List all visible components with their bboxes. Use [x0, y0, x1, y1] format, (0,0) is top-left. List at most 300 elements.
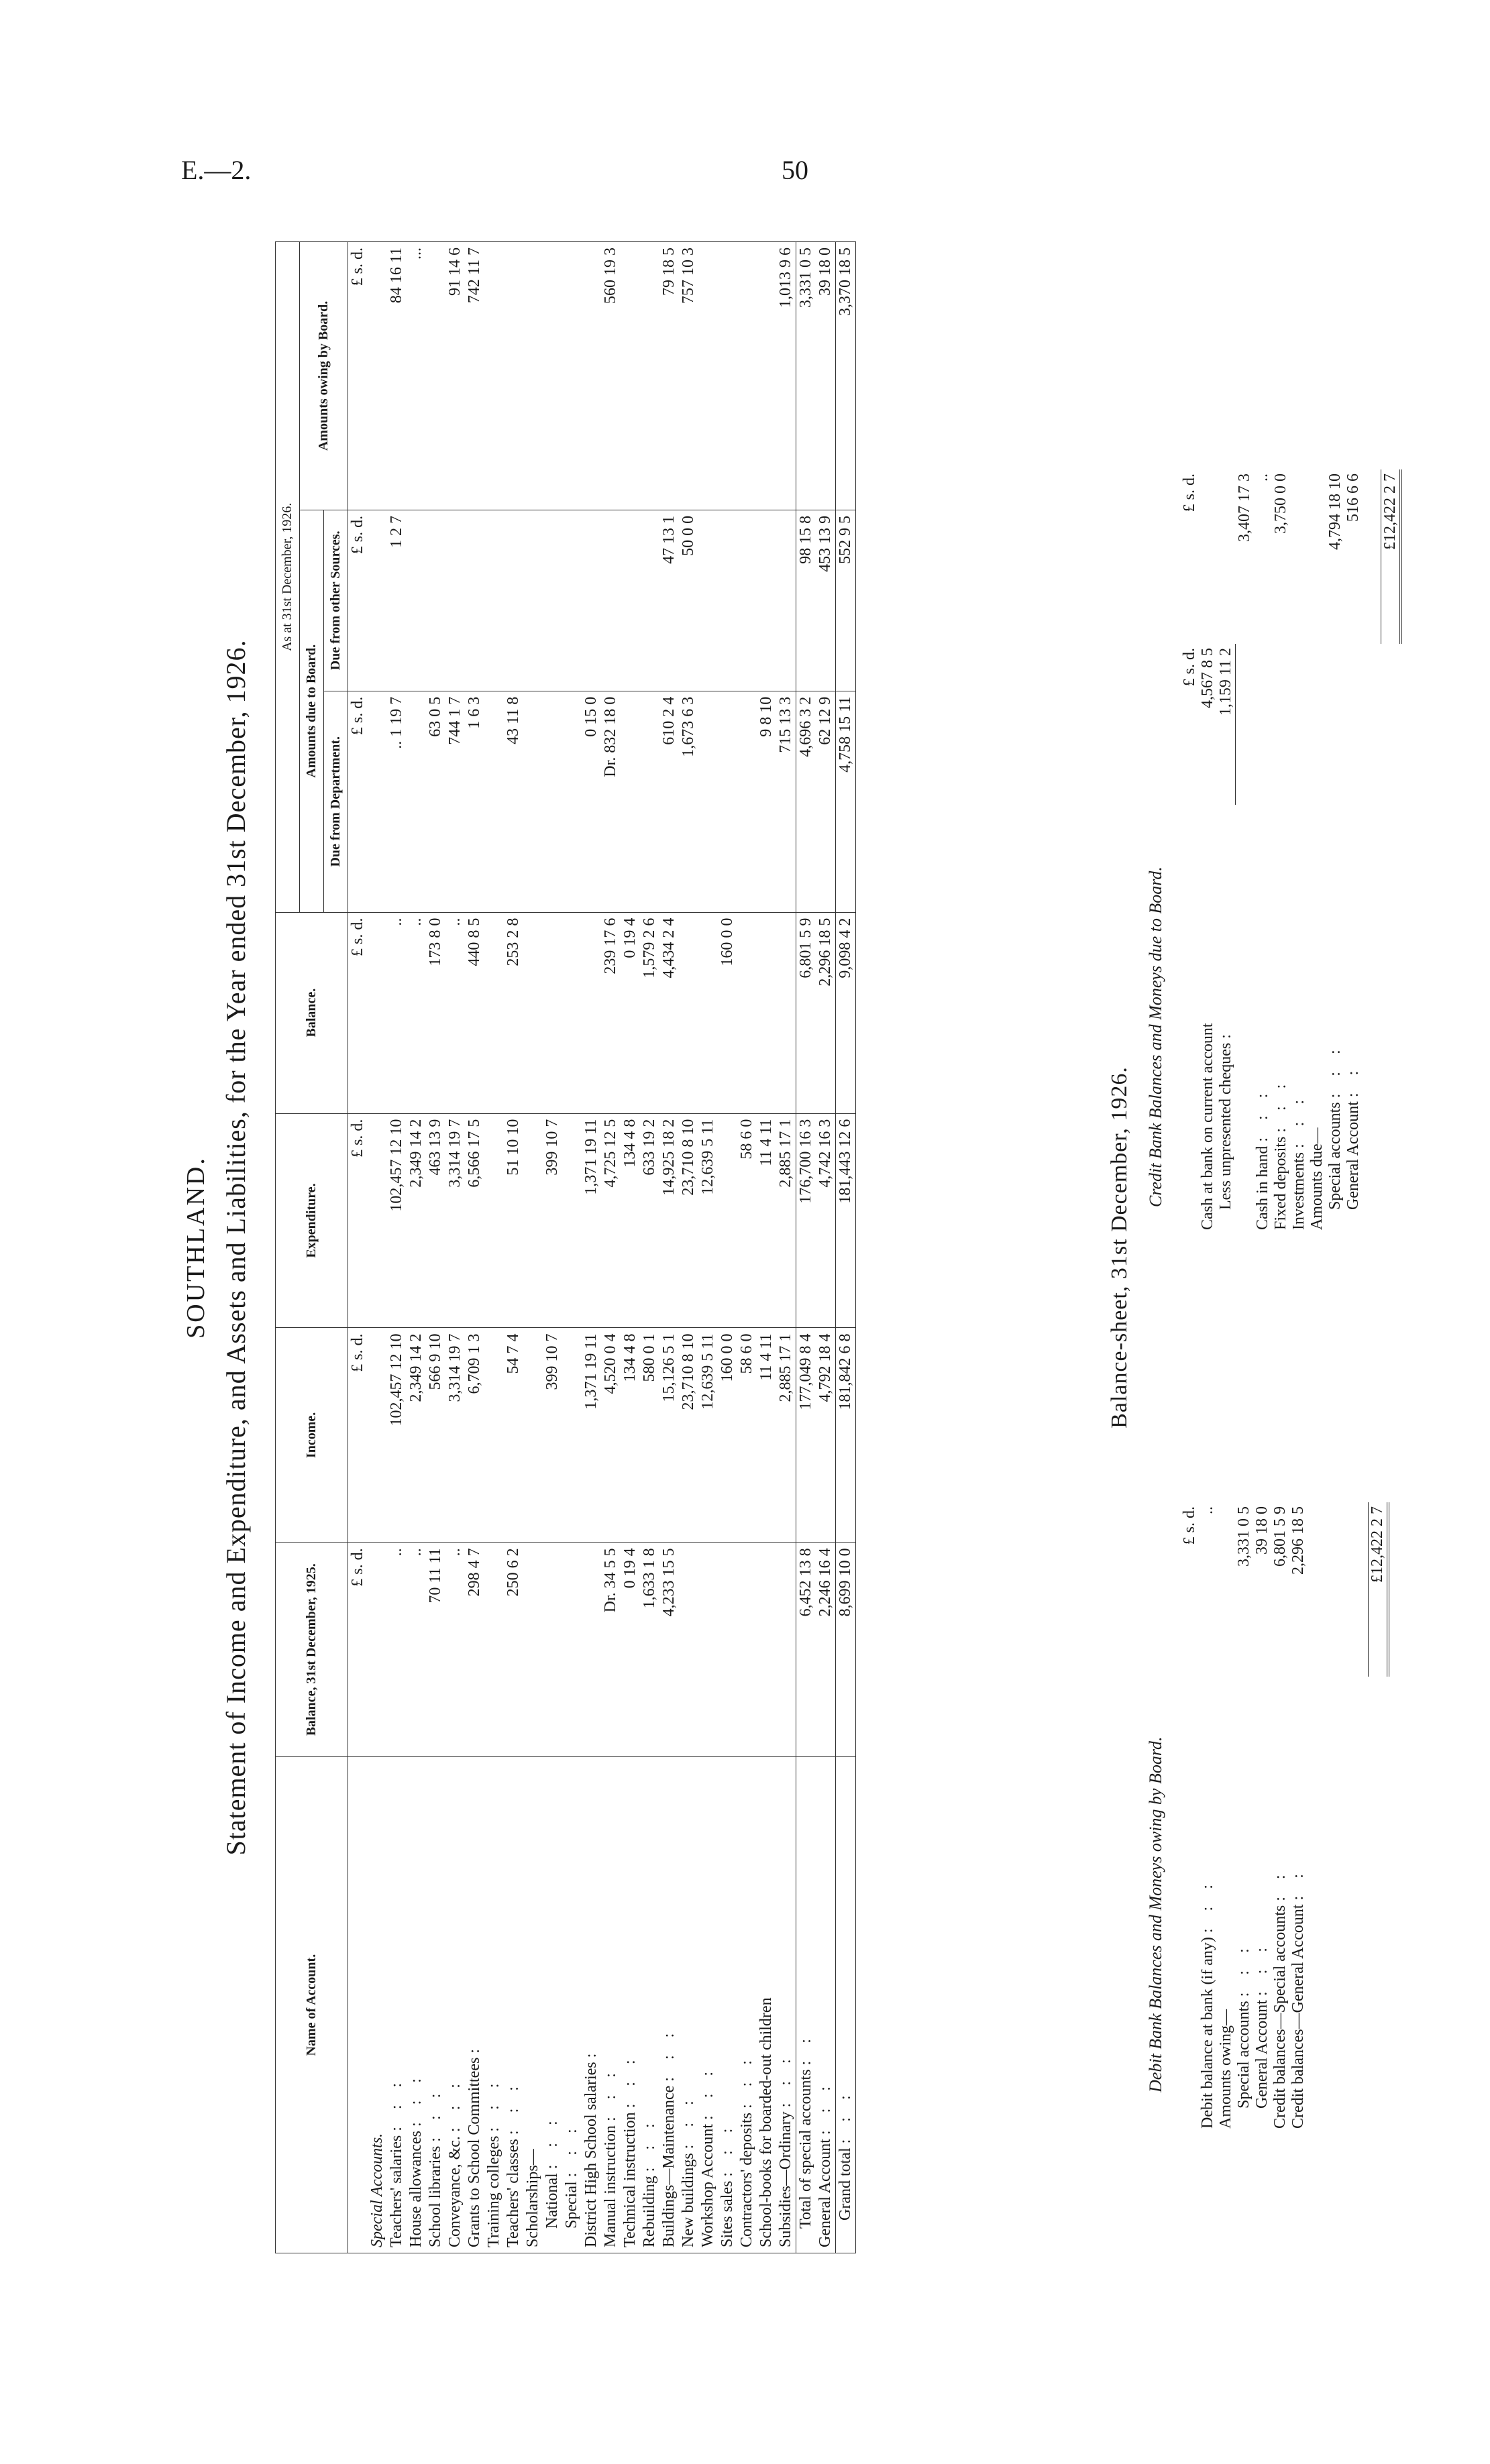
cell-other [543, 510, 562, 691]
credit-label: Less unpresented cheques [1217, 1042, 1235, 1210]
cell-other: 50 0 0 [679, 510, 698, 691]
dot-leader: : : : [388, 2076, 405, 2131]
cell-other: 98 15 8 [796, 510, 816, 691]
cell-bal [776, 912, 796, 1113]
page-code: E.—2. [181, 155, 252, 185]
cell-dept [621, 691, 640, 912]
cell-bal [543, 912, 562, 1113]
table-row [757, 242, 776, 2253]
cell-owing: 84 16 11 [387, 242, 407, 510]
table-row [601, 242, 621, 2253]
unit-label: £ s. d. [1181, 1506, 1198, 1545]
cell-other: 453 13 9 [816, 510, 836, 691]
cell-dept: 4,696 3 2 [796, 691, 816, 912]
cell-bal [679, 912, 698, 1113]
cell-exp: 51 10 10 [504, 1113, 523, 1328]
col-balance-header: Balance. [276, 912, 348, 1113]
cell-income [484, 1328, 504, 1543]
total-label-cell [1368, 1677, 1388, 2133]
credit-row [1344, 469, 1363, 1234]
col-expenditure-header: Expenditure. [276, 1113, 348, 1328]
cell-owing [504, 242, 523, 510]
cell-b1925: Dr. 34 5 5 [601, 1543, 621, 1757]
credit-units-row [1181, 469, 1199, 1234]
cell-other: 552 9 5 [836, 510, 856, 691]
as-at-header: As at 31st December, 1926. [276, 242, 300, 913]
table-row [621, 242, 640, 2253]
account-name: Sites sales [719, 2180, 736, 2247]
cell-income: 4,520 0 4 [601, 1328, 621, 1543]
cell-b1925 [776, 1543, 796, 1757]
table-row [737, 242, 757, 2253]
cell-b1925: .. [445, 1543, 465, 1757]
spacer [1308, 1677, 1368, 2133]
cell-b1925 [737, 1543, 757, 1757]
cell-income: 2,885 17 1 [776, 1328, 796, 1543]
account-name: Training colleges [485, 2135, 502, 2247]
cell-dept: 4,758 15 11 [836, 691, 856, 912]
cell-income: 134 4 8 [621, 1328, 640, 1543]
cell-income: 399 10 7 [543, 1328, 562, 1543]
table-row [543, 242, 562, 2253]
debit-label-cell [1253, 1677, 1271, 2133]
cell-other [776, 510, 796, 691]
cell-income: 580 0 1 [640, 1328, 659, 1543]
cell-b1925 [757, 1543, 776, 1757]
account-name: Total of special accounts [797, 2069, 814, 2229]
cell-exp: 4,742 16 3 [816, 1113, 836, 1328]
cell-exp: 2,349 14 2 [407, 1113, 426, 1328]
account-name: Special [563, 2181, 580, 2229]
cell-dept: Dr. 832 18 0 [601, 691, 621, 912]
credit-row [1308, 469, 1326, 1234]
credit-amount: 4,794 18 10 [1326, 473, 1344, 550]
credit-sub-amount [1308, 644, 1326, 805]
cell-exp [523, 1113, 543, 1328]
spacer-row [1363, 469, 1381, 1234]
debit-row [1271, 1502, 1289, 2133]
cell-other [445, 510, 465, 691]
cell-income: 102,457 12 10 [387, 1328, 407, 1543]
page-number: 50 [782, 155, 808, 185]
cell-other [640, 510, 659, 691]
dot-leader: : : [1271, 1868, 1289, 1901]
cell-exp [562, 1113, 582, 1328]
cell-exp: 58 6 0 [737, 1113, 757, 1328]
account-name: General Account [816, 2139, 834, 2247]
cell-dept: 715 13 3 [776, 691, 796, 912]
dot-leader: : : : [816, 2080, 834, 2135]
cell-bal [698, 912, 718, 1113]
units-name-cell [348, 1757, 368, 2253]
cell-income: 4,792 18 4 [816, 1328, 836, 1543]
cell-income: 11 4 11 [757, 1328, 776, 1543]
cell-owing: 79 18 5 [659, 242, 679, 510]
credit-row [1199, 469, 1217, 1234]
credit-sub-amount [1326, 644, 1344, 805]
table-row [776, 242, 796, 2253]
cell-other: 47 13 1 [659, 510, 679, 691]
table-row [387, 242, 407, 2253]
account-name: Conveyance, &c. [446, 2136, 464, 2247]
cell-bal: 4,434 2 4 [659, 912, 679, 1113]
credit-sub-amount [1236, 644, 1255, 805]
cell-b1925 [484, 1543, 504, 1757]
account-name-cell [484, 1757, 504, 2253]
cell-owing: 39 18 0 [816, 242, 836, 510]
account-name: Workshop Account [699, 2123, 716, 2247]
table-row [407, 242, 426, 2253]
cell-dept [737, 691, 757, 912]
credit-label-cell [1326, 805, 1344, 1234]
credit-label-cell [1217, 805, 1236, 1234]
cell-b1925: 298 4 7 [465, 1543, 484, 1757]
cell-income: 160 0 0 [718, 1328, 737, 1543]
credit-label: Special accounts [1326, 1102, 1344, 1210]
cell-bal: 173 8 0 [426, 912, 445, 1113]
cell-bal: 0 19 4 [621, 912, 640, 1113]
account-name: House allowances [407, 2131, 425, 2247]
cell-exp: 176,700 16 3 [796, 1113, 816, 1328]
cell-dept [640, 691, 659, 912]
dot-leader: : : : [1199, 1878, 1216, 1934]
total-label-cell [1381, 805, 1401, 1234]
debit-label: Special accounts [1235, 2001, 1253, 2109]
cell-b1925 [718, 1543, 737, 1757]
cell-owing: 560 19 3 [601, 242, 621, 510]
account-name-cell [543, 1757, 562, 2253]
account-name-cell [737, 1757, 757, 2253]
debit-label: General Account [1253, 2000, 1271, 2109]
cell-income: 58 6 0 [737, 1328, 757, 1543]
credit-label: General Account [1344, 1101, 1362, 1210]
cell-owing [718, 242, 737, 510]
dot-leader: : : : [446, 2077, 464, 2133]
cell-exp: 102,457 12 10 [387, 1113, 407, 1328]
cell-b1925: 70 11 11 [426, 1543, 445, 1757]
cell-other [582, 510, 601, 691]
debit-total-row [1368, 1502, 1388, 2133]
unit-label: £ s. d. [348, 691, 368, 912]
cell-exp [718, 1113, 737, 1328]
account-name: Contractors' deposits [738, 2113, 755, 2247]
cell-owing [737, 242, 757, 510]
credit-sub-amount: 4,567 8 5 [1199, 648, 1216, 708]
col-income-header: Income. [276, 1328, 348, 1543]
dot-leader: : : : [680, 2094, 697, 2149]
credit-total-row [1381, 469, 1401, 1234]
cell-b1925: .. [387, 1543, 407, 1757]
account-name: District High School salaries [582, 2062, 600, 2247]
cell-exp: 633 19 2 [640, 1113, 659, 1328]
region-title: SOUTHLAND. [182, 1156, 210, 1339]
credit-sub-amount [1254, 644, 1272, 805]
table-row [426, 242, 445, 2253]
cell-exp: 23,710 8 10 [679, 1113, 698, 1328]
cell-income: 181,842 6 8 [836, 1328, 856, 1543]
cell-dept: 1 6 3 [465, 691, 484, 912]
cell-bal [484, 912, 504, 1113]
credit-sub-amount [1272, 644, 1290, 805]
credit-row [1272, 469, 1290, 1234]
credit-row [1254, 469, 1272, 1234]
col-name-header: Name of Account. [276, 1757, 348, 2253]
dot-leader: : : : [699, 2064, 716, 2120]
cell-income: 1,371 19 11 [582, 1328, 601, 1543]
debit-amount [1217, 1502, 1235, 1677]
cell-owing: ... [407, 242, 426, 510]
cell-owing: 91 14 6 [445, 242, 465, 510]
account-name-cell [504, 1757, 523, 2253]
statement-title: Statement of Income and Expenditure, and Assets and Liabilities, for the Year ended 31st December, 1926. [221, 639, 251, 1856]
table-row [816, 242, 836, 2253]
cell-bal: 2,296 18 5 [816, 912, 836, 1113]
table-row [640, 242, 659, 2253]
spacer [1363, 805, 1381, 1234]
cell-exp: 11 4 11 [757, 1113, 776, 1328]
credit-label: Fixed deposits [1272, 1136, 1289, 1230]
dot-leader: : : : [504, 2080, 522, 2135]
account-name: Grants to School Committees [466, 2057, 483, 2247]
cell-income: 2,349 14 2 [407, 1328, 426, 1543]
cell-other [737, 510, 757, 691]
debit-row [1253, 1502, 1271, 2133]
cell-other [621, 510, 640, 691]
debit-label: Credit balances—General Account [1289, 1904, 1307, 2129]
cell-exp: 399 10 7 [543, 1113, 562, 1328]
cell-other [601, 510, 621, 691]
account-name: Manual instruction [602, 2125, 619, 2247]
debit-label: Debit balance at bank (if any) [1199, 1937, 1216, 2129]
dot-leader: : : : [407, 2072, 425, 2127]
credit-title: Credit Bank Balances and Moneys due to Board. [1146, 866, 1165, 1207]
dot-leader: : : [1289, 1867, 1307, 1901]
cell-owing: 757 10 3 [679, 242, 698, 510]
cell-exp: 4,725 12 5 [601, 1113, 621, 1328]
dot-leader: : [582, 2046, 600, 2058]
dot-leader: : : : [485, 2076, 502, 2132]
account-name: Teachers' salaries [388, 2135, 405, 2247]
cell-other [465, 510, 484, 691]
cell-b1925 [679, 1543, 698, 1757]
debit-title: Debit Bank Balances and Moneys owing by Board. [1146, 1736, 1165, 2092]
credit-row [1217, 469, 1236, 1234]
debit-row [1235, 1502, 1253, 2133]
cell-b1925: 8,699 10 0 [836, 1543, 856, 1757]
col-due-other-header: Due from other Sources. [324, 510, 348, 691]
cell-owing [484, 242, 504, 510]
cell-other: 1 2 7 [387, 510, 407, 691]
unit-label: £ s. d. [348, 1328, 368, 1543]
cell-income: 15,126 5 1 [659, 1328, 679, 1543]
cell-bal: 253 2 8 [504, 912, 523, 1113]
credit-label-cell [1236, 805, 1255, 1234]
cell-income: 54 7 4 [504, 1328, 523, 1543]
cell-b1925: 250 6 2 [504, 1543, 523, 1757]
cell-exp: 463 13 9 [426, 1113, 445, 1328]
cell-b1925 [523, 1543, 543, 1757]
account-name-cell [796, 1757, 816, 2253]
debit-row [1289, 1502, 1308, 2133]
cell-exp: 1,371 19 11 [582, 1113, 601, 1328]
credit-amount: 3,750 0 0 [1272, 473, 1289, 534]
account-name-cell [445, 1757, 465, 2253]
account-name: Buildings—Maintenance [660, 2085, 678, 2247]
debit-amount: 3,331 0 5 [1235, 1506, 1253, 1567]
cell-owing [523, 242, 543, 510]
credit-amount [1217, 469, 1236, 644]
cell-income: 6,709 1 3 [465, 1328, 484, 1543]
cell-dept [718, 691, 737, 912]
cell-other [523, 510, 543, 691]
unit-label: £ s. d. [348, 912, 368, 1113]
cell-owing: 3,370 18 5 [836, 242, 856, 510]
account-name-cell [387, 1757, 407, 2253]
cell-dept [484, 691, 504, 912]
dot-leader: : : : [660, 2026, 678, 2082]
dot-leader: : : : [1253, 1941, 1271, 1997]
account-name-cell [679, 1757, 698, 2253]
cell-owing [621, 242, 640, 510]
credit-sub-amount: 1,159 11 2 [1217, 648, 1234, 716]
account-name-cell [757, 1757, 776, 2253]
account-name-cell [640, 1757, 659, 2253]
cell-bal: 6,801 5 9 [796, 912, 816, 1113]
table-row [659, 242, 679, 2253]
cell-income: 566 9 10 [426, 1328, 445, 1543]
table-row [562, 242, 582, 2253]
cell-income: 3,314 19 7 [445, 1328, 465, 1543]
cell-bal: 1,579 2 6 [640, 912, 659, 1113]
credit-amount: 516 6 6 [1344, 473, 1362, 522]
account-name: School libraries [427, 2145, 444, 2247]
cell-bal [523, 912, 543, 1113]
dot-leader: : : [797, 2032, 814, 2066]
credit-row [1326, 469, 1344, 1234]
credit-label-cell [1199, 805, 1217, 1234]
credit-amount [1199, 469, 1217, 644]
account-name: National [543, 2173, 561, 2229]
dot-leader: : : : [1272, 1077, 1289, 1133]
cell-income [562, 1328, 582, 1543]
cell-exp: 181,443 12 6 [836, 1113, 856, 1328]
debit-amount: 2,296 18 5 [1289, 1506, 1307, 1575]
dot-leader: : : : [719, 2121, 736, 2177]
credit-label-cell [1344, 805, 1363, 1234]
dot-leader: : : : [1290, 1093, 1308, 1149]
debit-label-cell [1217, 1677, 1235, 2133]
account-name-cell [836, 1757, 856, 2253]
credit-amount [1290, 469, 1308, 644]
cell-bal: 440 8 5 [465, 912, 484, 1113]
units-row [348, 242, 368, 2253]
account-name: Rebuilding [641, 2176, 658, 2247]
cell-dept: 62 12 9 [816, 691, 836, 912]
dot-leader: : : : [837, 2088, 854, 2144]
credit-sub-amount [1290, 644, 1308, 805]
dot-leader: : : [1344, 1064, 1362, 1098]
credit-sub-amount [1344, 644, 1363, 805]
credit-amount: 3,407 17 3 [1235, 473, 1253, 542]
cell-bal [757, 912, 776, 1113]
dot-leader: : : : [1235, 1942, 1253, 1997]
unit-label: £ s. d. [1181, 473, 1198, 512]
dot-leader: : : : [1326, 1043, 1344, 1099]
account-name-cell [718, 1757, 737, 2253]
cell-other [504, 510, 523, 691]
cell-income: 177,049 8 4 [796, 1328, 816, 1543]
account-name: New buildings [680, 2153, 697, 2247]
account-name-cell [621, 1757, 640, 2253]
balance-sheet-title: Balance-sheet, 31st December, 1926. [1107, 1066, 1132, 1429]
cell-other [698, 510, 718, 691]
col-owing-header: Amounts owing by Board. [300, 242, 348, 510]
cell-exp: 14,925 18 2 [659, 1113, 679, 1328]
cell-income: 23,710 8 10 [679, 1328, 698, 1543]
credit-row [1290, 469, 1308, 1234]
cell-owing [582, 242, 601, 510]
cell-bal [737, 912, 757, 1113]
cell-b1925 [582, 1543, 601, 1757]
debit-units-row [1181, 1502, 1199, 2133]
section-label: Special Accounts. [368, 1757, 387, 2253]
dot-leader: : : : [563, 2122, 580, 2178]
debit-label-cell [1199, 1677, 1217, 2133]
credit-total: £12,422 2 7 [1381, 469, 1401, 644]
account-name-cell [816, 1757, 836, 2253]
debit-label: Amounts owing— [1217, 2009, 1234, 2129]
cell-bal [582, 912, 601, 1113]
table-row [836, 242, 856, 2253]
cell-b1925: 4,233 15 5 [659, 1543, 679, 1757]
credit-label-cell [1272, 805, 1290, 1234]
dot-leader: : [466, 2042, 483, 2054]
credit-amount: .. [1254, 473, 1271, 482]
debit-label-cell [1289, 1677, 1308, 2133]
account-name-cell [659, 1757, 679, 2253]
credit-label: Cash at bank on current account [1199, 1023, 1216, 1230]
cell-other [426, 510, 445, 691]
account-name: Subsidies—Ordinary [777, 2111, 794, 2247]
cell-owing: 3,331 0 5 [796, 242, 816, 510]
cell-bal: 160 0 0 [718, 912, 737, 1113]
cell-owing [640, 242, 659, 510]
cell-owing [426, 242, 445, 510]
dot-leader: : : : [777, 2052, 794, 2108]
table-row [445, 242, 465, 2253]
cell-exp: 2,885 17 1 [776, 1113, 796, 1328]
account-name: Teachers' classes [504, 2139, 522, 2247]
col-balance-1925-header: Balance, 31st December, 1925. [276, 1543, 348, 1757]
cell-exp [484, 1113, 504, 1328]
cell-dept [523, 691, 543, 912]
col-due-dept-header: Due from Department. [324, 691, 348, 912]
account-name: Scholarships— [524, 2149, 541, 2247]
debit-row [1217, 1502, 1235, 2133]
cell-dept [698, 691, 718, 912]
debit-amount: 6,801 5 9 [1271, 1506, 1289, 1567]
account-name: Technical instruction [621, 2112, 639, 2247]
credit-label-cell [1290, 805, 1308, 1234]
cell-dept: 9 8 10 [757, 691, 776, 912]
dot-leader: : : : [738, 2054, 755, 2109]
debit-label-cell [1271, 1677, 1289, 2133]
cell-b1925: .. [407, 1543, 426, 1757]
table-row [718, 242, 737, 2253]
table-row [582, 242, 601, 2253]
cell-dept: 1,673 6 3 [679, 691, 698, 912]
account-name-cell [523, 1757, 543, 2253]
